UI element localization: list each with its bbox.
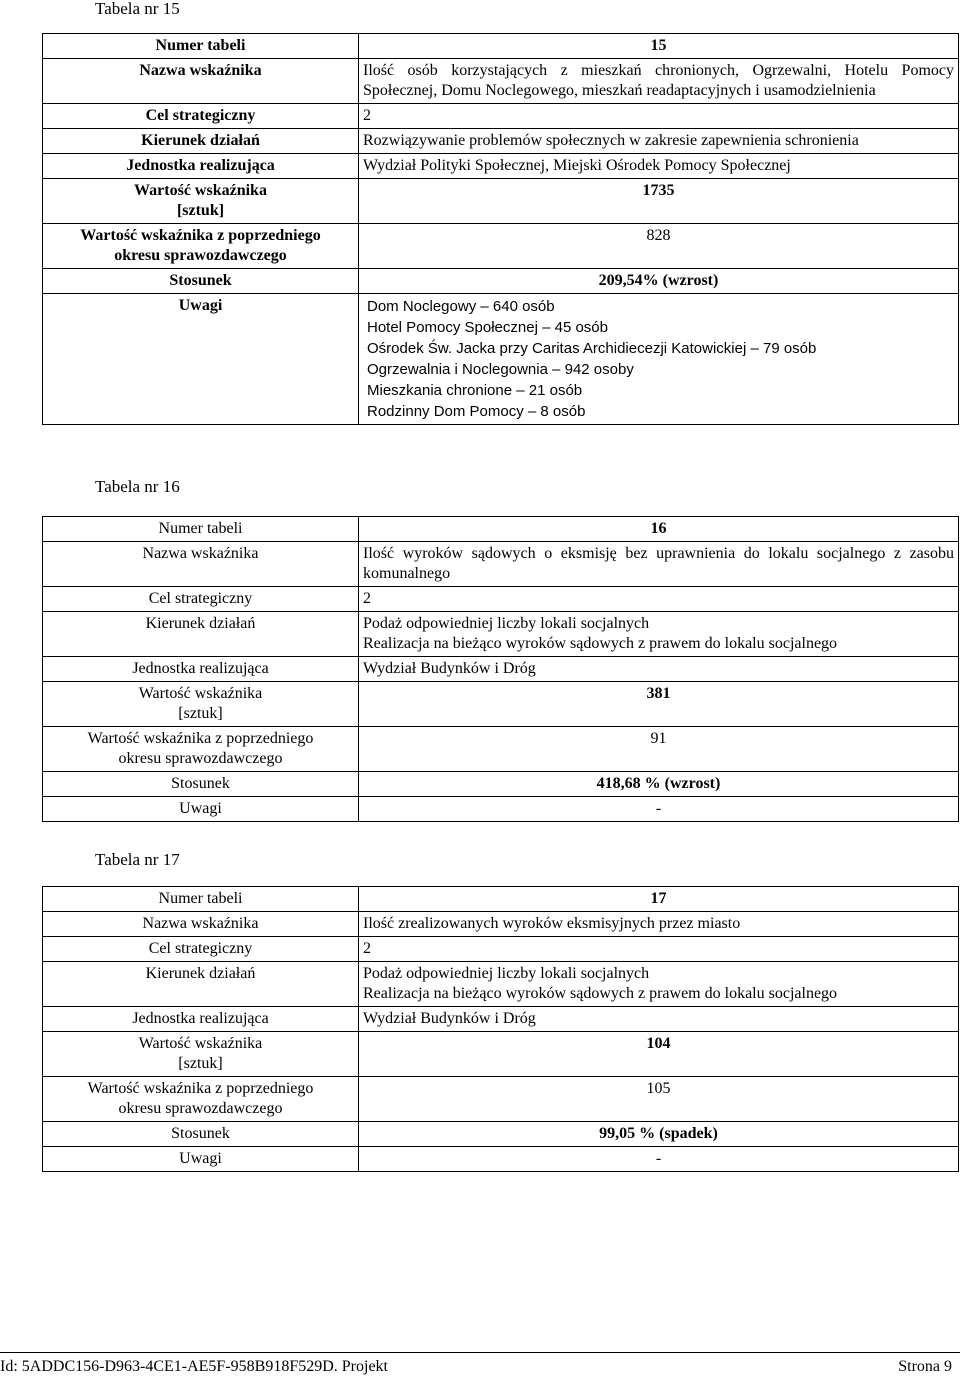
label-wartosc [43, 682, 359, 727]
label-wartosc [43, 1032, 359, 1077]
value-numer-tabeli: 17 [359, 887, 959, 912]
row-stosunek [43, 1122, 959, 1147]
value-kierunek [359, 962, 959, 1007]
uwagi-line: Rodzinny Dom Pomocy – 8 osób [367, 403, 586, 420]
table-caption-17: Tabela nr 17 [95, 850, 180, 869]
value-cel: 2 [359, 104, 959, 129]
label-numer-tabeli: Numer tabeli [43, 887, 359, 912]
row-wartosc [43, 682, 959, 727]
label-cel: Cel strategiczny [43, 937, 359, 962]
value-nazwa: Ilość osób korzystających z mieszkań chronionych, Ogrzewalni, Hotelu Pomocy Społecznej, Domu Noclegowego, mieszkań readaptacyjnych i usamodzielnienia [359, 59, 959, 104]
label-poprzednia [43, 224, 359, 269]
label-numer-tabeli: Numer tabeli [43, 517, 359, 542]
label-wartosc-line2: [sztuk] [178, 705, 223, 722]
label-numer-tabeli: Numer tabeli [43, 34, 359, 59]
value-nazwa: Ilość zrealizowanych wyroków eksmisyjnych przez miasto [359, 912, 959, 937]
label-wartosc-line1: Wartość wskaźnika [138, 685, 263, 702]
row-kierunek [43, 612, 959, 657]
kierunek-line: Rozwiązywanie problemów społecznych w zakresie zapewnienia schronienia [363, 132, 859, 149]
label-poprzednia [43, 727, 359, 772]
value-wartosc: 104 [359, 1032, 959, 1077]
value-nazwa: Ilość wyroków sądowych o eksmisję bez uprawnienia do lokalu socjalnego z zasobu komunalnego [359, 542, 959, 587]
indicator-table-15 [42, 33, 959, 425]
label-poprzednia-line1: Wartość wskaźnika z poprzedniego [80, 227, 321, 244]
label-wartosc-line2: [sztuk] [178, 1055, 223, 1072]
row-uwagi [43, 294, 959, 425]
row-jednostka [43, 657, 959, 682]
value-uwagi: - [655, 800, 662, 817]
row-kierunek [43, 129, 959, 154]
indicator-table-16 [42, 516, 959, 822]
label-poprzednia-line2: okresu sprawozdawczego [114, 247, 287, 264]
label-poprzednia-line1: Wartość wskaźnika z poprzedniego [87, 1080, 314, 1097]
row-numer-tabeli [43, 517, 959, 542]
row-nazwa [43, 542, 959, 587]
value-wartosc: 1735 [359, 179, 959, 224]
value-numer-tabeli: 15 [359, 34, 959, 59]
label-kierunek: Kierunek działań [43, 612, 359, 657]
value-wartosc: 381 [359, 682, 959, 727]
label-nazwa: Nazwa wskaźnika [43, 912, 359, 937]
uwagi-line: Ośrodek Św. Jacka przy Caritas Archidiecezji Katowickiej – 79 osób [367, 340, 817, 357]
value-jednostka: Wydział Budynków i Dróg [359, 657, 959, 682]
label-cel: Cel strategiczny [43, 587, 359, 612]
value-kierunek [359, 612, 959, 657]
table-caption-16: Tabela nr 16 [95, 477, 180, 496]
row-nazwa [43, 912, 959, 937]
label-poprzednia-line2: okresu sprawozdawczego [118, 1100, 283, 1117]
value-cel: 2 [359, 937, 959, 962]
value-jednostka: Wydział Polityki Społecznej, Miejski Ośrodek Pomocy Społecznej [359, 154, 959, 179]
row-wartosc [43, 1032, 959, 1077]
label-poprzednia-line1: Wartość wskaźnika z poprzedniego [87, 730, 314, 747]
label-uwagi: Uwagi [43, 797, 359, 822]
footer-divider [0, 1352, 960, 1353]
uwagi-line: Hotel Pomocy Społecznej – 45 osób [367, 319, 608, 336]
row-poprzednia [43, 224, 959, 269]
kierunek-line: Realizacja na bieżąco wyroków sądowych z prawem do lokalu socjalnego [363, 985, 838, 1002]
label-wartosc-line2: [sztuk] [176, 202, 225, 219]
uwagi-line: Mieszkania chronione – 21 osób [367, 382, 583, 399]
row-wartosc [43, 179, 959, 224]
label-nazwa: Nazwa wskaźnika [43, 59, 359, 104]
row-cel [43, 937, 959, 962]
value-kierunek [359, 129, 959, 154]
label-uwagi: Uwagi [43, 294, 359, 425]
value-poprzednia: 828 [359, 224, 959, 269]
value-stosunek: 209,54% (wzrost) [359, 269, 959, 294]
row-kierunek [43, 962, 959, 1007]
label-poprzednia [43, 1077, 359, 1122]
value-cel: 2 [359, 587, 959, 612]
label-wartosc-line1: Wartość wskaźnika [138, 1035, 263, 1052]
label-stosunek: Stosunek [43, 269, 359, 294]
label-stosunek: Stosunek [43, 1122, 359, 1147]
label-jednostka: Jednostka realizująca [43, 657, 359, 682]
kierunek-line: Podaż odpowiedniej liczby lokali socjalnych [363, 965, 650, 982]
value-poprzednia: 91 [359, 727, 959, 772]
row-jednostka [43, 1007, 959, 1032]
row-poprzednia [43, 1077, 959, 1122]
kierunek-line: Podaż odpowiedniej liczby lokali socjalnych [363, 615, 650, 632]
row-cel [43, 104, 959, 129]
row-stosunek [43, 269, 959, 294]
value-numer-tabeli: 16 [359, 517, 959, 542]
row-cel [43, 587, 959, 612]
label-kierunek: Kierunek działań [43, 962, 359, 1007]
row-numer-tabeli [43, 887, 959, 912]
row-uwagi [43, 1147, 959, 1172]
label-poprzednia-line2: okresu sprawozdawczego [118, 750, 283, 767]
value-poprzednia: 105 [359, 1077, 959, 1122]
document-id: Id: 5ADDC156-D963-4CE1-AE5F-958B918F529D. Projekt [0, 1358, 388, 1375]
uwagi-line: Dom Noclegowy – 640 osób [367, 298, 555, 315]
row-jednostka [43, 154, 959, 179]
label-cel: Cel strategiczny [43, 104, 359, 129]
value-uwagi [359, 294, 959, 425]
value-jednostka: Wydział Budynków i Dróg [359, 1007, 959, 1032]
value-stosunek: 418,68 % (wzrost) [359, 772, 959, 797]
label-jednostka: Jednostka realizująca [43, 154, 359, 179]
label-kierunek: Kierunek działań [43, 129, 359, 154]
page-number: Strona 9 [898, 1358, 952, 1375]
label-jednostka: Jednostka realizująca [43, 1007, 359, 1032]
value-stosunek: 99,05 % (spadek) [359, 1122, 959, 1147]
kierunek-line: Realizacja na bieżąco wyroków sądowych z prawem do lokalu socjalnego [363, 635, 838, 652]
row-poprzednia [43, 727, 959, 772]
row-nazwa [43, 59, 959, 104]
row-stosunek [43, 772, 959, 797]
label-wartosc-line1: Wartość wskaźnika [134, 182, 267, 199]
indicator-table-17 [42, 886, 959, 1172]
row-uwagi [43, 797, 959, 822]
value-uwagi: - [655, 1150, 662, 1167]
label-nazwa: Nazwa wskaźnika [43, 542, 359, 587]
uwagi-line: Ogrzewalnia i Noclegownia – 942 osoby [367, 361, 634, 378]
label-uwagi: Uwagi [43, 1147, 359, 1172]
row-numer-tabeli [43, 34, 959, 59]
label-wartosc [43, 179, 359, 224]
table-caption-15: Tabela nr 15 [95, 0, 180, 18]
label-stosunek: Stosunek [43, 772, 359, 797]
